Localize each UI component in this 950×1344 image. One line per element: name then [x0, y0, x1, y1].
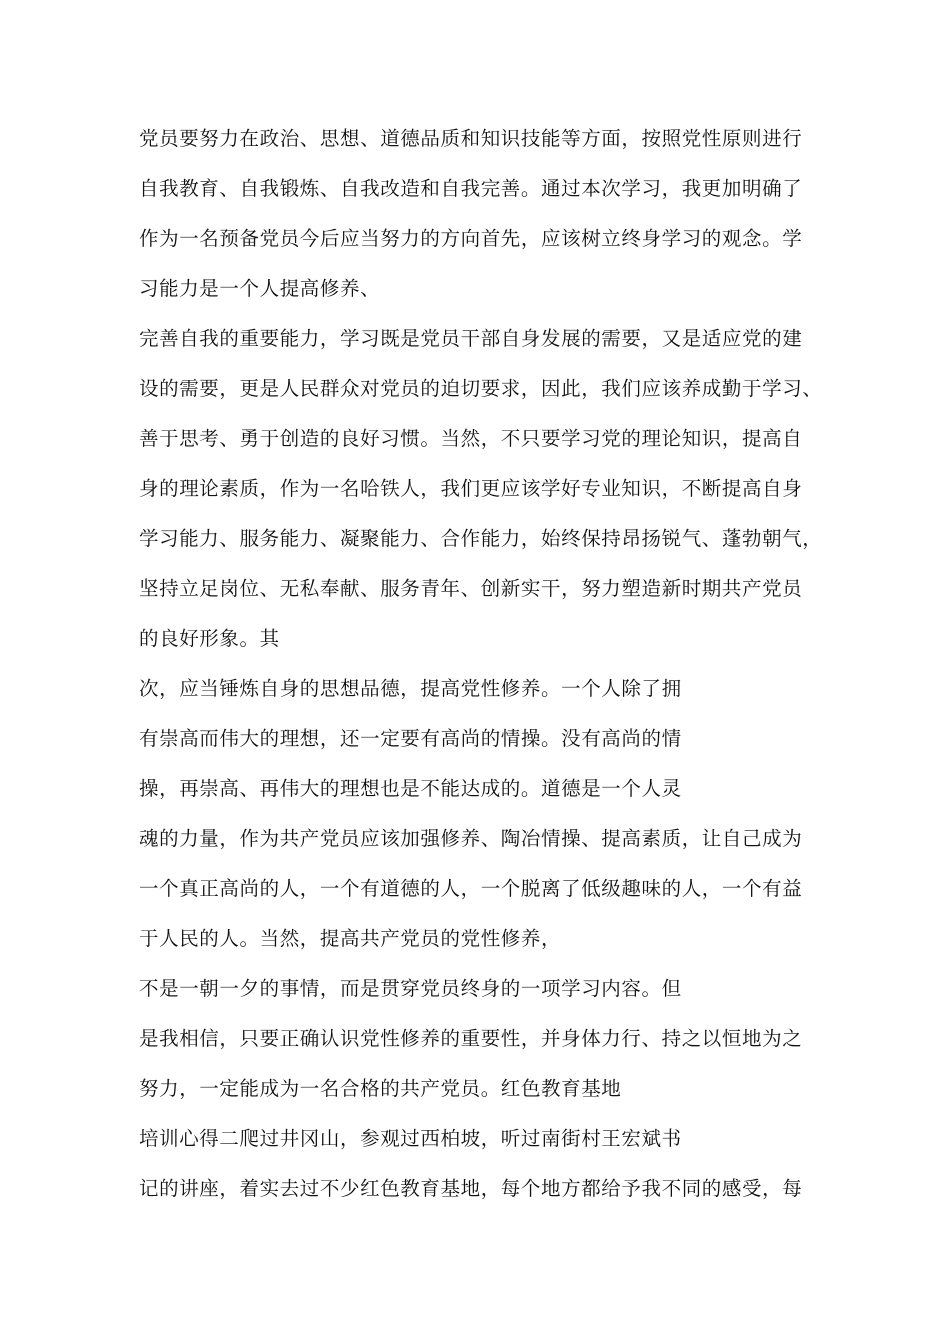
text-line: 自我教育、自我锻炼、自我改造和自我完善。通过本次学习，我更加明确了 — [139, 177, 803, 200]
text-line: 的良好形象。其 — [139, 627, 280, 650]
text-line: 党员要努力在政治、思想、道德品质和知识技能等方面，按照党性原则进行 — [139, 127, 803, 150]
text-line: 习能力是一个人提高修养、 — [139, 277, 381, 300]
text-line: 于人民的人。当然，提高共产党员的党性修养， — [139, 927, 562, 950]
text-line: 作为一名预备党员今后应当努力的方向首先，应该树立终身学习的观念。学 — [139, 227, 803, 250]
text-line: 设的需要，更是人民群众对党员的迫切要求，因此，我们应该养成勤于学习、 — [139, 377, 823, 400]
text-line: 一个真正高尚的人，一个有道德的人，一个脱离了低级趣味的人，一个有益 — [139, 877, 803, 900]
text-line: 坚持立足岗位、无私奉献、服务青年、创新实干，努力塑造新时期共产党员 — [139, 577, 803, 600]
text-line: 学习能力、服务能力、凝聚能力、合作能力，始终保持昂扬锐气、蓬勃朝气， — [139, 527, 823, 550]
text-line: 有崇高而伟大的理想，还一定要有高尚的情操。没有高尚的情 — [139, 727, 682, 750]
text-line: 培训心得二爬过井冈山，参观过西柏坡，听过南街村王宏斌书 — [139, 1127, 682, 1150]
text-line: 身的理论素质，作为一名哈铁人，我们更应该学好专业知识，不断提高自身 — [139, 477, 803, 500]
text-line: 善于思考、勇于创造的良好习惯。当然，不只要学习党的理论知识，提高自 — [139, 427, 803, 450]
text-line: 操，再崇高、再伟大的理想也是不能达成的。道德是一个人灵 — [139, 777, 682, 800]
body-text — [139, 121, 879, 1221]
text-line: 完善自我的重要能力，学习既是党员干部自身发展的需要，又是适应党的建 — [139, 327, 803, 350]
text-line: 次，应当锤炼自身的思想品德，提高党性修养。一个人除了拥 — [139, 677, 682, 700]
text-line: 记的讲座，着实去过不少红色教育基地，每个地方都给予我不同的感受，每 — [139, 1177, 803, 1200]
text-line: 魂的力量，作为共产党员应该加强修养、陶冶情操、提高素质，让自己成为 — [139, 827, 803, 850]
text-line: 不是一朝一夕的事情，而是贯穿党员终身的一项学习内容。但 — [139, 977, 682, 1000]
text-line: 努力，一定能成为一名合格的共产党员。红色教育基地 — [139, 1077, 622, 1100]
text-line: 是我相信，只要正确认识党性修养的重要性，并身体力行、持之以恒地为之 — [139, 1027, 803, 1050]
